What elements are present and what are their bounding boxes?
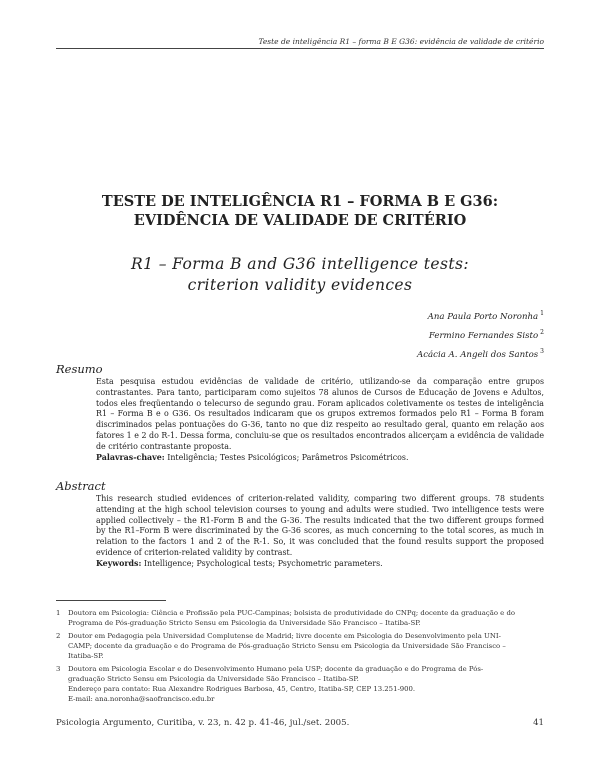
footnote-line: Doutora em Psicologia Escolar e do Desenvolvimento Humano pela USP; docente da graduação e do Programa de Pós- [68,665,484,673]
resumo-keywords-text: Inteligência; Testes Psicológicos; Parâmetros Psicométricos. [164,452,409,462]
resumo-text: Esta pesquisa estudou evidências de validade de critério, utilizando-se da comparação entre grupos contrastantes. Para tanto, participaram como sujeitos 78 alunos de Cursos de Educação de Jovens e Adultos, todos eles freqüentando o telecurso de segundo grau. Foram aplicados coletivamente os testes de inteligência R1 – Forma B e o G36. Os resultados indicaram que os grupos extremos formados pelo R1 – Forma B foram discriminados pelas pontuações do G-36, tanto no que diz respeito ao resultado geral, quanto em relação aos fatores 1 e 2 do R-1. Dessa forma, concluiu-se que os resultados encontrados alicerçam a evidência de validade de critério contrastante proposta. [96,377,544,451]
footnote [56,664,544,704]
footnote-number: 3 [56,665,61,673]
running-head: Teste de inteligência R1 – forma B E G36: evidência de validade de critério [258,37,544,46]
abstract-keywords-label: Keywords: [96,558,142,568]
footnote-line: CAMP; docente da graduação e do Programa de Pós-graduação Stricto Sensu em Psicologia da Universidade São Francisco – [68,642,506,650]
footnote-text [68,631,544,661]
footnote-line: Endereço para contato: Rua Alexandre Rodrigues Barbosa, 45, Centro, Itatiba-SP, CEP 13.251-900. [68,685,416,693]
article-subtitle [0,254,600,296]
footnote-line: E-mail: ana.noronha@saofrancisco.edu.br [68,695,215,703]
abstract-heading: Abstract [56,479,106,493]
abstract-keywords-text: Intelligence; Psychological tests; Psychometric parameters. [141,558,383,568]
title-line-2: EVIDÊNCIA DE VALIDADE DE CRITÉRIO [133,212,467,229]
resumo-keywords-label: Palavras-chave: [96,452,165,462]
footnote-line: Doutor em Pedagogia pela Universidad Complutense de Madrid; livre docente em Psicologia do Desenvolvimento pela UNI- [68,632,501,640]
author-item [417,306,544,325]
footnote-number: 1 [56,609,61,617]
footnote-text [68,664,544,704]
resumo-body [96,377,544,463]
footnote [56,608,544,628]
author-item [417,325,544,344]
subtitle-line-2: criterion validity evidences [187,276,413,294]
footnote-line: Doutora em Psicologia: Ciência e Profissão pela PUC-Campinas; bolsista de produtividade do CNPq; docente da graduação e do [68,609,516,617]
author-list [417,306,544,363]
resumo-heading: Resumo [56,362,103,376]
footnotes [56,608,544,707]
footnote-number: 2 [56,632,61,640]
subtitle-line-1: R1 – Forma B and G36 intelligence tests: [131,255,469,273]
author-footnote-mark: 2 [540,328,544,336]
abstract-body [96,494,544,570]
page-number: 41 [533,718,544,728]
abstract-keywords [96,559,544,570]
footnote-text [68,608,544,628]
header-rule [56,48,544,49]
resumo-keywords [96,453,544,464]
author-name: Acácia A. Angeli dos Santos [416,349,539,360]
footnote-rule [56,600,166,601]
footnote-line: Programa de Pós-graduação Stricto Sensu em Psicologia da Universidade São Francisco – Itatiba-SP. [68,619,421,627]
footnote [56,631,544,661]
author-item [417,344,544,363]
abstract-text: This research studied evidences of criterion-related validity, comparing two different groups. 78 students attending at the high school television courses to young and adults were studied. Two intelligence tests were applied collectively – the R1-Form B and the G-36. The results indicated that the two different groups formed by the R1–Form B were discriminated by the G-36 scores, as much concerning to the total scores, as much in relation to the factors 1 and 2 of the R-1. So, it was concluded that the found results support the proposed evidence of criterion-related validity by contrast. [96,494,544,557]
author-name: Ana Paula Porto Noronha [427,311,539,322]
author-footnote-mark: 1 [540,310,544,317]
author-name: Fermino Fernandes Sisto [428,330,539,341]
article-title [0,192,600,230]
footnote-line: Itatiba-SP. [68,652,104,660]
footnote-line: graduação Stricto Sensu em Psicologia da Universidade São Francisco – Itatiba-SP. [68,675,359,683]
title-line-1: TESTE DE INTELIGÊNCIA R1 – FORMA B E G36: [101,193,499,210]
footer-citation: Psicologia Argumento, Curitiba, v. 23, n. 42 p. 41-46, jul./set. 2005. [56,718,350,728]
author-footnote-mark: 3 [540,347,544,355]
